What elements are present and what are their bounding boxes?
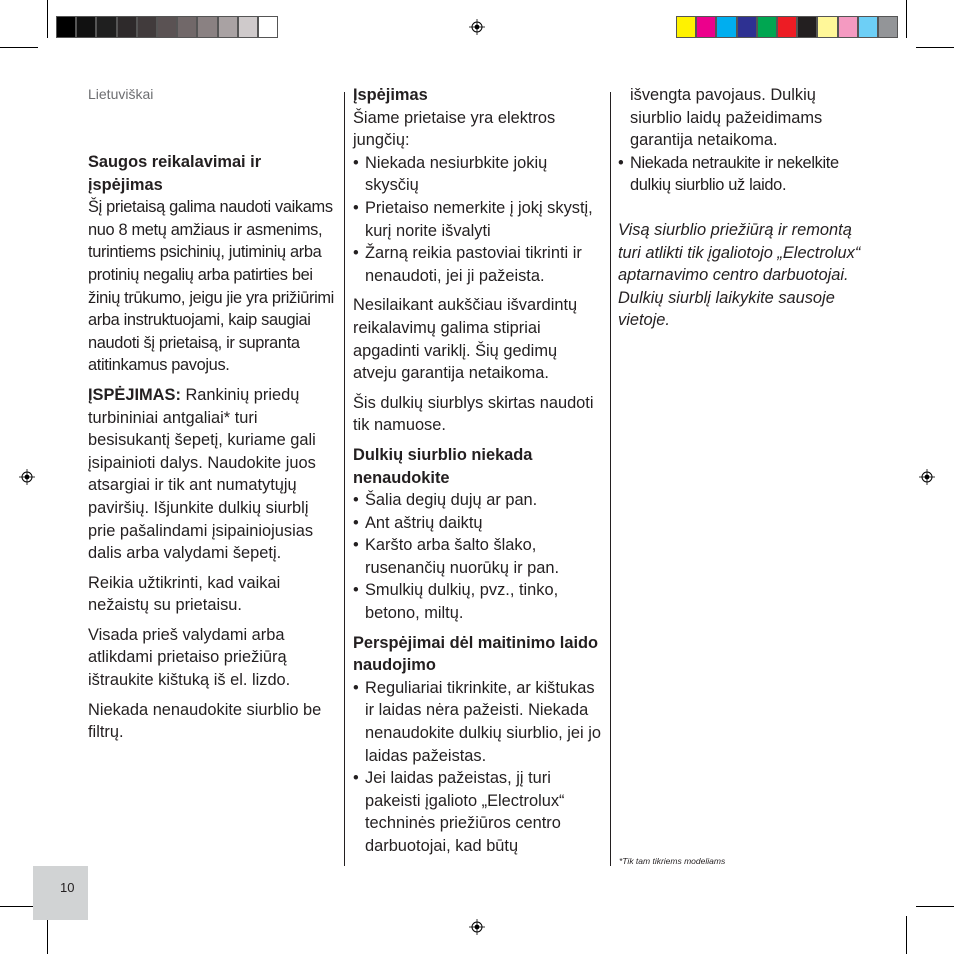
paragraph: Nesilaikant aukščiau išvardintų reikalavimų galima stipriai apgadinti variklį. Šių gedimų atveju garantija netaikoma. [353, 296, 578, 383]
warning-paragraph [88, 384, 338, 565]
bullet-list [353, 677, 605, 858]
color-swatch [258, 16, 278, 38]
section-title: Dulkių siurblio niekada nenaudokite [353, 445, 533, 487]
paragraph: Šiame prietaise yra elektros jungčių: [353, 108, 556, 150]
color-swatch [676, 16, 696, 38]
crop-mark [47, 0, 48, 38]
color-swatch [858, 16, 878, 38]
registration-mark-icon [469, 919, 485, 935]
list-item: • Reguliariai tikrinkite, ar kištukas ir laidas nėra pažeisti. Niekada nenaudokite dulkių siurblio, jei jo laidas pažeistas. [353, 677, 605, 767]
paragraph: Šis dulkių siurblys skirtas naudoti tik namuose. [353, 393, 594, 435]
color-swatch [76, 16, 96, 38]
crop-mark [0, 47, 38, 48]
color-swatch [238, 16, 258, 38]
grayscale-color-bar [56, 16, 278, 38]
page-number: 10 [60, 880, 75, 895]
column-safety [88, 151, 338, 751]
list-item: • Ant aštrių daiktų [353, 512, 605, 535]
crop-mark [916, 906, 954, 907]
warning-label: ĮSPĖJIMAS: [88, 385, 181, 404]
section-title: Perspėjimai dėl maitinimo laido naudojimo [353, 633, 599, 675]
color-swatch [218, 16, 238, 38]
column-warnings [353, 84, 605, 865]
color-swatch [177, 16, 197, 38]
warning-text: Rankinių priedų turbininiai antgaliai* turi besisukantį šepetį, kuriame gali įsipainioti dalys. Naudokite juos atsargiai ir tik ant numatytųjų paviršių. Išjunkite dulkių siurblį prie pašalindami įsipainiojusias dalis arba valydami šepetį. [88, 385, 316, 563]
bullet-list [353, 152, 605, 288]
paragraph: Niekada nenaudokite siurblio be filtrų. [88, 700, 322, 742]
color-swatch [56, 16, 76, 38]
registration-mark-icon [469, 19, 485, 35]
list-item: • Prietaiso nemerkite į jokį skystį, kurį norite išvalyti [353, 197, 605, 242]
registration-mark-icon [19, 469, 35, 485]
color-swatch [878, 16, 898, 38]
color-swatch [197, 16, 217, 38]
color-swatch [817, 16, 837, 38]
list-item: • Šalia degių dujų ar pan. [353, 489, 605, 512]
column-divider [344, 92, 345, 866]
process-color-bar [676, 16, 898, 38]
bullet-list [353, 489, 605, 625]
column-continued [618, 84, 862, 339]
list-item: • Karšto arba šalto šlako, rusenančių nuorūkų ir pan. [353, 534, 605, 579]
color-swatch [737, 16, 757, 38]
registration-mark-icon [919, 469, 935, 485]
color-swatch [838, 16, 858, 38]
crop-mark [906, 0, 907, 38]
language-label: Lietuviškai [88, 86, 154, 102]
bullet-list [618, 152, 862, 197]
paragraph: Šį prietaisą galima naudoti vaikams nuo 8 metų amžiaus ir asmenims, turintiems psichinių, jutiminių arba protinių negalių arba patirties bei žinių trūkumo, jeigu jie yra prižiūrimi arba instruktuojami, kaip saugiai naudoti šį prietaisą, ir supranta atitinkamus pavojus. [88, 198, 334, 375]
color-swatch [757, 16, 777, 38]
paragraph: išvengta pavojaus. Dulkių siurblio laidų pažeidimams garantija netaikoma. [630, 86, 823, 150]
color-swatch [157, 16, 177, 38]
color-swatch [777, 16, 797, 38]
color-swatch [117, 16, 137, 38]
footnote: *Tik tam tikriems modeliams [619, 856, 726, 866]
crop-mark [916, 47, 954, 48]
list-item: • Smulkių dulkių, pvz., tinko, betono, miltų. [353, 579, 605, 624]
crop-mark [47, 916, 48, 954]
list-item: • Niekada nesiurbkite jokių skysčių [353, 152, 605, 197]
italic-note: Visą siurblio priežiūrą ir remontą turi atlikti tik įgaliotojo „Electrolux“ aptarnavimo centro darbuotojai. Dulkių siurblį laikykite sausoje vietoje. [618, 220, 861, 330]
color-swatch [716, 16, 736, 38]
color-swatch [137, 16, 157, 38]
section-title: Įspėjimas [353, 86, 428, 104]
color-swatch [797, 16, 817, 38]
color-swatch [696, 16, 716, 38]
paragraph: Visada prieš valydami arba atlikdami prietaiso priežiūrą ištraukite kištuką iš el. lizdo. [88, 625, 291, 690]
paragraph: Reikia užtikrinti, kad vaikai nežaistų su prietaisu. [88, 573, 281, 615]
list-item: • Jei laidas pažeistas, jį turi pakeisti įgalioto „Electrolux“ techninės priežiūros centro darbuotojai, kad būtų [353, 767, 605, 857]
column-divider [610, 92, 611, 866]
list-item: • Žarną reikia pastoviai tikrinti ir nenaudoti, jei ji pažeista. [353, 242, 605, 287]
color-swatch [96, 16, 116, 38]
crop-mark [906, 916, 907, 954]
section-title: Saugos reikalavimai ir įspėjimas [88, 153, 262, 194]
list-item: • Niekada netraukite ir nekelkite dulkių siurblio už laido. [618, 152, 862, 197]
